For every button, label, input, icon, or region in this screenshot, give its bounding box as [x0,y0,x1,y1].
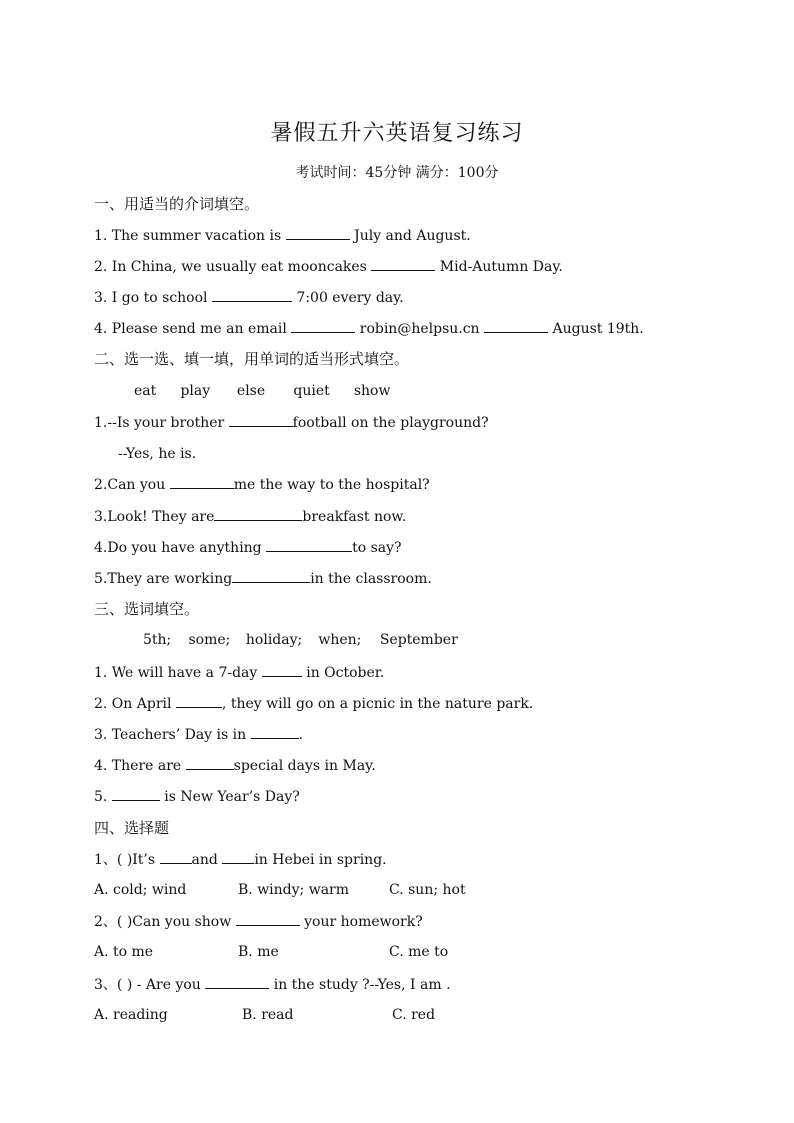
word-bank-item: show [353,383,391,399]
answer-blank[interactable] [212,289,292,302]
s3-question-2: 2. On April , they will go on a picnic in the nature park. [94,696,534,712]
word-bank-item: 5th; [143,632,172,648]
s4-question-2: 2、( )Can you show your homework? [94,914,423,930]
word-bank-item: when; [318,632,362,648]
word-bank-item: play [180,383,211,399]
answer-blank[interactable] [236,913,300,926]
s4-q3-option-a: A. reading [94,1007,168,1023]
answer-blank[interactable] [160,851,192,864]
answer-blank[interactable] [186,757,234,770]
section-3-heading: 三、选词填空。 [94,600,200,618]
s2-word-bank [134,383,390,399]
word-bank-item: quiet [293,383,330,399]
s2-question-5: 5.They are working in the classroom. [94,571,432,587]
answer-blank[interactable] [170,476,234,489]
s4-q3-option-b: B. read [242,1007,294,1023]
s3-question-3: 3. Teachers’ Day is in . [94,727,304,743]
answer-blank[interactable] [112,788,160,801]
s1-question-1: 1. The summer vacation is July and August. [94,228,471,244]
answer-blank[interactable] [266,539,352,552]
answer-blank[interactable] [251,726,299,739]
word-bank-item: some; [188,632,231,648]
page-title: 暑假五升六英语复习练习 [270,121,524,146]
s1-question-3: 3. I go to school 7:00 every day. [94,290,404,306]
s1-question-2: 2. In China, we usually eat mooncakes Mid-Autumn Day. [94,259,563,275]
answer-blank[interactable] [214,508,302,521]
s2-question-4: 4.Do you have anything to say? [94,540,402,556]
s2-answer-1: --Yes, he is. [118,446,197,462]
s3-question-5: 5. is New Year’s Day? [94,789,300,805]
s3-question-4: 4. There are special days in May. [94,758,376,774]
answer-blank[interactable] [291,320,355,333]
answer-blank[interactable] [176,695,222,708]
s4-q3-option-c: C. red [392,1007,436,1023]
answer-blank[interactable] [262,664,302,677]
section-1-heading: 一、用适当的介词填空。 [94,195,260,213]
s4-q1-option-a: A. cold; wind [94,882,187,898]
word-bank-item: eat [134,383,157,399]
s4-q2-option-c: C. me to [389,944,449,960]
answer-blank[interactable] [205,976,269,989]
s1-question-4: 4. Please send me an email robin@helpsu.cn August 19th. [94,321,644,337]
s2-question-3: 3.Look! They are breakfast now. [94,509,407,525]
answer-blank[interactable] [484,320,548,333]
exam-info: 考试时间：45分钟 满分：100分 [295,165,499,181]
word-bank-item: else [236,383,266,399]
word-bank-item: holiday; [245,632,303,648]
s4-question-1: 1、( )It’s and in Hebei in spring. [94,852,387,868]
s4-q2-option-b: B. me [238,944,279,960]
s4-q1-option-c: C. sun; hot [389,882,466,898]
answer-blank[interactable] [229,414,293,427]
section-4-heading: 四、选择题 [94,819,170,837]
section-2-heading: 二、选一选、填一填，用单词的适当形式填空。 [94,350,410,368]
s4-question-3: 3、( ) - Are you in the study ?--Yes, I am . [94,977,451,993]
answer-blank[interactable] [371,258,435,271]
answer-blank[interactable] [286,227,350,240]
s3-question-1: 1. We will have a 7-day in October. [94,665,385,681]
word-bank-item: September [379,632,458,648]
s2-question-1: 1.--Is your brother football on the playground? [94,415,489,431]
s4-q1-option-b: B. windy; warm [238,882,350,898]
s3-word-bank [143,632,458,648]
answer-blank[interactable] [222,851,254,864]
s2-question-2: 2.Can you me the way to the hospital? [94,477,430,493]
s4-q2-option-a: A. to me [94,944,154,960]
answer-blank[interactable] [232,570,310,583]
